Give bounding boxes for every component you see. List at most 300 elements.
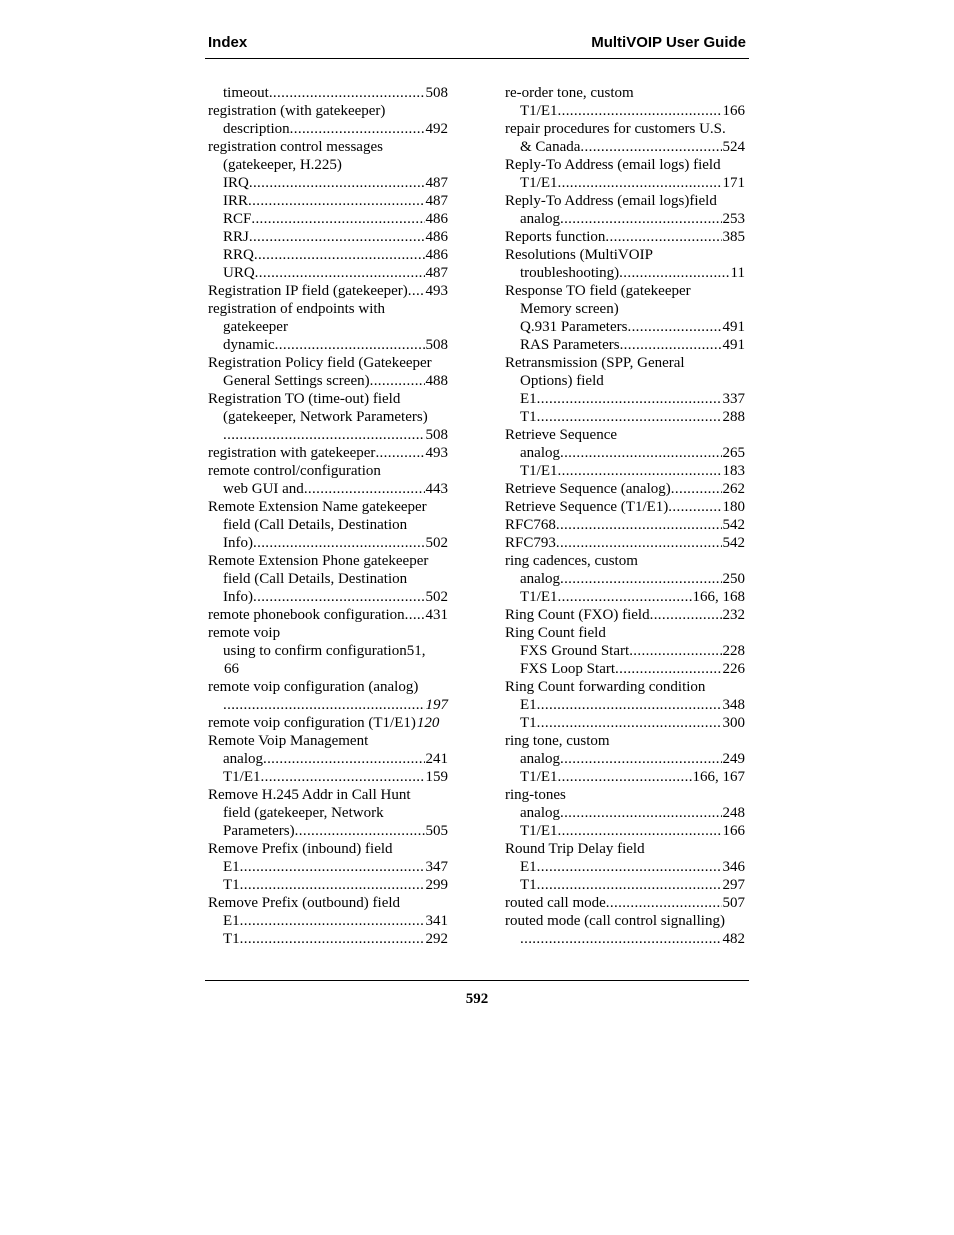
index-entry — [208, 120, 448, 138]
index-entry — [505, 570, 745, 588]
index-term: Resolutions (MultiVOIP — [505, 247, 653, 263]
index-entry — [208, 498, 448, 516]
dot-leader — [240, 930, 425, 948]
page-number: 592 — [465, 991, 489, 1007]
index-entry — [505, 588, 745, 606]
index-entry — [505, 264, 745, 282]
index-page-reference: 493 — [425, 283, 448, 299]
dot-leader — [615, 660, 721, 678]
index-entry — [505, 282, 745, 300]
dot-leader — [671, 480, 722, 498]
dot-leader — [269, 84, 425, 102]
index-entry — [208, 678, 448, 696]
index-term: Reply-To Address (email logs) field — [505, 157, 721, 173]
footer-rule — [205, 980, 749, 981]
index-entry — [208, 372, 448, 390]
index-entry — [505, 300, 745, 318]
index-page-reference: 492 — [425, 121, 448, 137]
index-entry — [208, 426, 448, 444]
index-term: field (Call Details, Destination — [223, 517, 408, 533]
index-term: re-order tone, custom — [505, 85, 634, 101]
dot-leader — [627, 318, 721, 336]
dot-leader — [537, 714, 722, 732]
index-term: Q.931 Parameters — [520, 319, 628, 335]
dot-leader — [558, 768, 692, 786]
index-page-reference: 491 — [722, 337, 745, 353]
index-term: RRJ — [223, 229, 249, 245]
index-page-reference: 241 — [425, 751, 448, 767]
index-term: URQ — [223, 265, 255, 281]
index-term: T1/E1 — [520, 463, 558, 479]
index-term: Ring Count field — [505, 625, 606, 641]
index-term: troubleshooting) — [520, 265, 620, 281]
index-term: repair procedures for customers U.S. — [505, 121, 726, 137]
index-entry — [208, 300, 448, 318]
index-entry — [505, 606, 745, 624]
index-term: dynamic — [223, 337, 275, 353]
index-page-reference: 542 — [722, 535, 745, 551]
index-page-reference: 487 — [425, 265, 448, 281]
index-entry — [208, 102, 448, 120]
dot-leader — [304, 480, 425, 498]
index-term: Registration TO (time-out) field — [208, 391, 401, 407]
index-page-reference: 524 — [722, 139, 745, 155]
index-entry — [208, 228, 448, 246]
dot-leader — [375, 444, 424, 462]
index-page-reference: 348 — [722, 697, 745, 713]
index-term: Retrieve Sequence (analog) — [505, 481, 671, 497]
dot-leader — [560, 570, 722, 588]
index-entry — [505, 750, 745, 768]
index-page-reference: 299 — [425, 877, 448, 893]
dot-leader — [261, 768, 425, 786]
index-term: RCF — [223, 211, 252, 227]
index-entry — [208, 858, 448, 876]
index-entry — [505, 552, 745, 570]
index-term: FXS Ground Start — [520, 643, 630, 659]
index-entry — [208, 462, 448, 480]
index-term: Reply-To Address (email logs)field — [505, 193, 717, 209]
dot-leader — [556, 534, 722, 552]
index-term: analog — [520, 211, 560, 227]
index-entry — [208, 930, 448, 948]
index-term: (gatekeeper, H.225) — [223, 157, 342, 173]
index-page-reference: 171 — [722, 175, 745, 191]
index-page-reference: 253 — [722, 211, 745, 227]
index-term: E1 — [520, 697, 537, 713]
index-term: IRR — [223, 193, 249, 209]
index-entry — [505, 912, 745, 930]
index-entry — [208, 912, 448, 930]
index-page-reference: 508 — [425, 427, 448, 443]
index-term: Remove Prefix (inbound) field — [208, 841, 393, 857]
index-entry — [505, 318, 745, 336]
index-entry — [505, 444, 745, 462]
index-term: ring-tones — [505, 787, 566, 803]
index-term: ring tone, custom — [505, 733, 610, 749]
index-term: Remote Extension Name gatekeeper — [208, 499, 427, 515]
dot-leader — [223, 696, 425, 714]
index-entry — [208, 534, 448, 552]
index-term: General Settings screen) — [223, 373, 370, 389]
dot-leader — [253, 588, 425, 606]
index-entry — [505, 138, 745, 156]
index-entry — [208, 606, 448, 624]
dot-leader — [249, 228, 425, 246]
index-page-reference: 166 — [722, 103, 745, 119]
index-entry — [505, 660, 745, 678]
index-term: Retransmission (SPP, General — [505, 355, 685, 371]
dot-leader — [275, 336, 425, 354]
index-page-reference: 341 — [425, 913, 448, 929]
index-term: T1/E1 — [520, 175, 558, 191]
dot-leader — [370, 372, 425, 390]
index-term: T1 — [223, 931, 240, 947]
page-header — [207, 32, 748, 56]
index-term: routed call mode — [505, 895, 606, 911]
index-entry — [505, 426, 745, 444]
header-rule — [205, 58, 749, 59]
index-term: remote phonebook configuration — [208, 607, 405, 623]
dot-leader — [560, 750, 722, 768]
index-entry — [208, 354, 448, 372]
index-term: remote voip — [208, 625, 281, 641]
index-entry — [505, 156, 745, 174]
index-page-reference: 507 — [722, 895, 745, 911]
dot-leader — [606, 894, 722, 912]
index-entry — [505, 696, 745, 714]
index-term: Remote Extension Phone gatekeeper — [208, 553, 429, 569]
index-term: & Canada — [520, 139, 581, 155]
index-term: web GUI and — [223, 481, 304, 497]
index-page-reference: 265 — [722, 445, 745, 461]
index-page-reference: 228 — [722, 643, 745, 659]
dot-leader — [605, 228, 721, 246]
dot-leader — [408, 282, 425, 300]
index-page-reference: 226 — [722, 661, 745, 677]
index-entry — [505, 858, 745, 876]
index-term: Parameters) — [223, 823, 295, 839]
index-term: E1 — [520, 859, 537, 875]
index-entry — [208, 804, 448, 822]
dot-leader — [537, 858, 722, 876]
index-entry — [208, 84, 448, 102]
index-page-reference: 250 — [722, 571, 745, 587]
dot-leader — [560, 804, 722, 822]
index-term: Response TO field (gatekeeper — [505, 283, 691, 299]
index-entry — [208, 786, 448, 804]
index-entry — [505, 480, 745, 498]
index-page-reference: 292 — [425, 931, 448, 947]
index-entry — [505, 498, 745, 516]
dot-leader — [558, 102, 722, 120]
dot-leader — [620, 336, 722, 354]
dot-leader — [253, 534, 425, 552]
index-entry — [208, 336, 448, 354]
index-term: description — [223, 121, 290, 137]
index-term: 66 — [224, 661, 239, 677]
index-term: FXS Loop Start — [520, 661, 616, 677]
index-term: E1 — [223, 859, 240, 875]
index-entry — [505, 822, 745, 840]
index-page-reference: 120 — [416, 715, 440, 731]
index-entry — [505, 390, 745, 408]
index-entry — [208, 318, 448, 336]
index-term: T1 — [520, 715, 537, 731]
index-entry — [208, 660, 448, 678]
dot-leader — [668, 498, 721, 516]
index-term: RFC768 — [505, 517, 556, 533]
index-entry — [208, 840, 448, 858]
index-column-right — [505, 84, 745, 948]
index-term: timeout — [223, 85, 269, 101]
index-entry — [505, 714, 745, 732]
index-entry — [208, 624, 448, 642]
index-term: IRQ — [223, 175, 249, 191]
dot-leader — [650, 606, 722, 624]
index-entry — [505, 678, 745, 696]
index-entry — [208, 570, 448, 588]
dot-leader — [240, 858, 425, 876]
index-entry — [505, 354, 745, 372]
index-entry — [208, 408, 448, 426]
index-entry — [208, 192, 448, 210]
index-entry — [505, 624, 745, 642]
index-term: RRQ — [223, 247, 254, 263]
index-page-reference: 337 — [722, 391, 745, 407]
index-term: field (gatekeeper, Network — [223, 805, 384, 821]
index-term: RAS Parameters — [520, 337, 620, 353]
index-term: Remove Prefix (outbound) field — [208, 895, 401, 911]
index-term: analog — [520, 571, 560, 587]
index-page-reference: 508 — [425, 337, 448, 353]
index-term: registration with gatekeeper — [208, 445, 376, 461]
index-entry — [505, 84, 745, 102]
index-entry — [208, 876, 448, 894]
index-entry — [505, 372, 745, 390]
index-page-reference: 346 — [722, 859, 745, 875]
index-page-reference: 183 — [722, 463, 745, 479]
index-page-reference: 486 — [425, 229, 448, 245]
index-term: Retrieve Sequence (T1/E1) — [505, 499, 669, 515]
index-page-reference: 508 — [425, 85, 448, 101]
index-term: (gatekeeper, Network Parameters) — [223, 409, 428, 425]
index-page-reference: 443 — [425, 481, 448, 497]
index-term: T1 — [223, 877, 240, 893]
index-page-reference: 232 — [722, 607, 745, 623]
index-page-reference: 249 — [722, 751, 745, 767]
index-entry — [505, 876, 745, 894]
index-term: remote voip configuration (analog) — [208, 679, 419, 695]
index-term: T1/E1 — [520, 769, 558, 785]
dot-leader — [248, 192, 424, 210]
index-term: T1/E1 — [520, 823, 558, 839]
dot-leader — [295, 822, 425, 840]
index-term: Registration IP field (gatekeeper) — [208, 283, 408, 299]
index-entry — [208, 210, 448, 228]
index-entry — [505, 174, 745, 192]
index-entry — [208, 156, 448, 174]
dot-leader — [560, 444, 722, 462]
index-entry — [505, 786, 745, 804]
index-page-reference: 487 — [425, 175, 448, 191]
index-term: T1/E1 — [520, 589, 558, 605]
index-term: T1 — [520, 409, 537, 425]
index-term: registration control messages — [208, 139, 383, 155]
index-entry — [208, 264, 448, 282]
index-entry — [208, 138, 448, 156]
index-entry — [208, 246, 448, 264]
dot-leader — [537, 408, 722, 426]
dot-leader — [290, 120, 425, 138]
index-entry — [505, 516, 745, 534]
dot-leader — [558, 822, 722, 840]
index-entry — [208, 480, 448, 498]
index-term: Ring Count forwarding condition — [505, 679, 706, 695]
dot-leader — [240, 876, 425, 894]
index-term: RFC793 — [505, 535, 556, 551]
index-entry — [208, 642, 448, 660]
index-entry — [505, 642, 745, 660]
index-page-reference: 288 — [722, 409, 745, 425]
index-page-reference: 347 — [425, 859, 448, 875]
index-entry — [208, 750, 448, 768]
index-term: Ring Count (FXO) field — [505, 607, 650, 623]
index-page-reference: 197 — [425, 697, 448, 713]
index-entry — [208, 714, 448, 732]
index-page-reference: 262 — [722, 481, 745, 497]
index-term: Info) — [223, 535, 253, 551]
index-term: analog — [223, 751, 263, 767]
index-page-reference: 488 — [425, 373, 448, 389]
index-term: Options) field — [520, 373, 604, 389]
index-term: Remote Voip Management — [208, 733, 369, 749]
dot-leader — [263, 750, 425, 768]
index-term: Round Trip Delay field — [505, 841, 645, 857]
dot-leader — [629, 642, 721, 660]
index-page-reference: 385 — [722, 229, 745, 245]
index-entry — [505, 102, 745, 120]
index-entry — [208, 822, 448, 840]
index-term: registration (with gatekeeper) — [208, 103, 386, 119]
dot-leader — [240, 912, 425, 930]
index-entry — [208, 444, 448, 462]
index-entry — [505, 408, 745, 426]
dot-leader — [223, 426, 425, 444]
index-page-reference: 297 — [722, 877, 745, 893]
index-page-reference: 491 — [722, 319, 745, 335]
index-entry — [208, 894, 448, 912]
dot-leader — [580, 138, 721, 156]
header-section-title: Index — [208, 34, 248, 51]
index-entry — [505, 534, 745, 552]
dot-leader — [255, 264, 425, 282]
index-term: analog — [520, 751, 560, 767]
dot-leader — [619, 264, 729, 282]
dot-leader — [254, 246, 425, 264]
index-page-reference: 159 — [425, 769, 448, 785]
index-entry — [505, 930, 745, 948]
index-entry — [208, 588, 448, 606]
index-page-reference: 482 — [722, 931, 745, 947]
index-term: using to confirm configuration51, — [223, 643, 426, 659]
index-term: remote control/configuration — [208, 463, 381, 479]
index-page-reference: 180 — [722, 499, 745, 515]
index-page-reference: 300 — [722, 715, 745, 731]
dot-leader — [560, 210, 722, 228]
index-page-reference: 493 — [425, 445, 448, 461]
index-term: T1/E1 — [520, 103, 558, 119]
index-page-reference: 487 — [425, 193, 448, 209]
index-entry — [505, 336, 745, 354]
index-entry — [208, 390, 448, 408]
dot-leader — [537, 876, 722, 894]
dot-leader — [251, 210, 424, 228]
index-term: analog — [520, 805, 560, 821]
index-page-reference: 542 — [722, 517, 745, 533]
index-page-reference: 166, 168 — [692, 589, 745, 605]
index-term: analog — [520, 445, 560, 461]
dot-leader — [558, 588, 692, 606]
index-term: routed mode (call control signalling) — [505, 913, 725, 929]
index-entry — [505, 246, 745, 264]
index-term: Reports function — [505, 229, 606, 245]
index-term: remote voip configuration (T1/E1) — [208, 715, 416, 731]
dot-leader — [558, 174, 722, 192]
index-term: field (Call Details, Destination — [223, 571, 408, 587]
index-page-reference: 502 — [425, 589, 448, 605]
dot-leader — [249, 174, 425, 192]
index-term: gatekeeper — [223, 319, 288, 335]
dot-leader — [556, 516, 722, 534]
index-page-reference: 486 — [425, 247, 448, 263]
index-page-reference: 11 — [730, 265, 745, 281]
index-entry — [505, 228, 745, 246]
header-document-title: MultiVOIP User Guide — [591, 34, 746, 51]
index-term: registration of endpoints with — [208, 301, 386, 317]
index-term: Info) — [223, 589, 253, 605]
index-entry — [505, 840, 745, 858]
index-page-reference: 166 — [722, 823, 745, 839]
index-entry — [505, 210, 745, 228]
index-page-reference: 431 — [425, 607, 448, 623]
index-column-left — [208, 84, 448, 948]
index-page-reference: 248 — [722, 805, 745, 821]
index-entry — [208, 768, 448, 786]
index-entry — [208, 516, 448, 534]
index-entry — [505, 192, 745, 210]
dot-leader — [537, 390, 722, 408]
index-entry — [208, 732, 448, 750]
index-entry — [208, 552, 448, 570]
index-term: T1 — [520, 877, 537, 893]
index-term: T1/E1 — [223, 769, 261, 785]
index-entry — [208, 174, 448, 192]
index-term: E1 — [223, 913, 240, 929]
index-term: E1 — [520, 391, 537, 407]
dot-leader — [405, 606, 425, 624]
index-term: Memory screen) — [520, 301, 619, 317]
index-term: Retrieve Sequence — [505, 427, 618, 443]
index-page-reference: 166, 167 — [692, 769, 745, 785]
index-term: ring cadences, custom — [505, 553, 638, 569]
index-entry — [208, 282, 448, 300]
index-entry — [208, 696, 448, 714]
dot-leader — [520, 930, 722, 948]
index-entry — [505, 120, 745, 138]
index-page-reference: 502 — [425, 535, 448, 551]
index-entry — [505, 768, 745, 786]
